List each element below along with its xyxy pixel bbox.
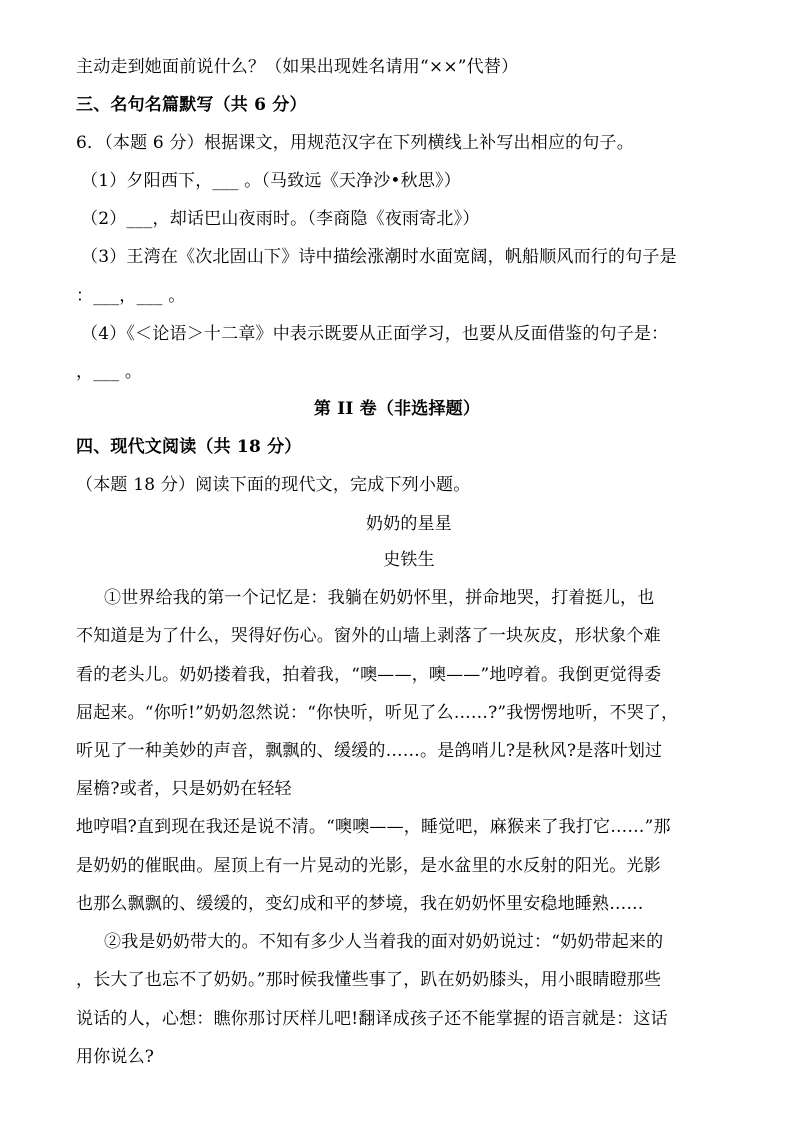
paragraph-1-line-4: 屈起来。“你听!”奶奶忽然说：“你快听，听见了么……?”我愣愣地听，不哭了，: [76, 703, 679, 723]
paragraph-1-line-8: 是奶奶的催眠曲。屋顶上有一片晃动的光影，是水盆里的水反射的阳光。光影: [76, 856, 661, 876]
article-author: 史铁生: [383, 550, 435, 570]
paragraph-1-line-7: 地哼唱?直到现在我还是说不清。“噢噢——，睡觉吧，麻猴来了我打它……”那: [76, 817, 671, 837]
section-three-heading: 三、名句名篇默写（共 6 分）: [76, 95, 307, 115]
paragraph-1-line-9: 也那么飘飘的、缓缓的，变幻成和平的梦境，我在奶奶怀里安稳地睡熟……: [76, 894, 644, 914]
question-6-item-3-answer: ：___，___ 。: [76, 286, 186, 306]
question-6-item-1: （1）夕阳西下，___ 。（马致远《天净沙•秋思》）: [81, 171, 461, 191]
paragraph-2-line-3: 说话的人，心想：瞧你那讨厌样儿吧!翻译成孩子还不能掌握的语言就是：这话: [76, 1009, 668, 1029]
question-6-item-2: （2）___，却话巴山夜雨时。（李商隐《夜雨寄北》）: [81, 209, 480, 229]
paragraph-1-line-1: ①世界给我的第一个记忆是：我躺在奶奶怀里，拼命地哭，打着挺儿，也: [104, 588, 655, 608]
section-four-heading: 四、现代文阅读（共 18 分）: [76, 437, 302, 457]
paragraph-2-line-4: 用你说么?: [76, 1047, 155, 1067]
question-6-item-3: （3）王湾在《次北固山下》诗中描绘涨潮时水面宽阔，帆船顺风而行的句子是: [81, 247, 677, 267]
paragraph-1-line-3: 看的老头儿。奶奶搂着我，拍着我，“噢——，噢——”地哼着。我倒更觉得委: [76, 665, 662, 685]
paragraph-1-line-6: 屋檐?或者，只是奶奶在轻轻: [76, 779, 292, 799]
question-6-stem: 6．（本题 6 分）根据课文，用规范汉字在下列横线上补写出相应的句子。: [76, 133, 634, 153]
article-title: 奶奶的星星: [366, 514, 452, 534]
volume-two-title: 第 II 卷（非选择题）: [313, 399, 481, 419]
reading-instruction: （本题 18 分）阅读下面的现代文，完成下列小题。: [76, 475, 471, 495]
paragraph-2-line-2: ，长大了也忘不了奶奶。”那时候我懂些事了，趴在奶奶膝头，用小眼睛瞪那些: [76, 970, 662, 990]
paragraph-2-line-1: ②我是奶奶带大的。不知有多少人当着我的面对奶奶说过：“奶奶带起来的: [104, 932, 664, 952]
paragraph-1-line-2: 不知道是为了什么，哭得好伤心。窗外的山墙上剥落了一块灰皮，形状象个难: [76, 626, 661, 646]
question-5-continuation: 主动走到她面前说什么？（如果出现姓名请用“××”代替）: [76, 57, 519, 77]
paragraph-1-line-5: 听见了一种美妙的声音，飘飘的、缓缓的……。是鸽哨儿?是秋风?是落叶划过: [76, 741, 663, 761]
question-6-item-4: （4）《＜论语＞十二章》中表示既要从正面学习，也要从反面借鉴的句子是：: [81, 324, 669, 344]
question-6-item-4-answer: ，___ 。: [76, 362, 143, 382]
